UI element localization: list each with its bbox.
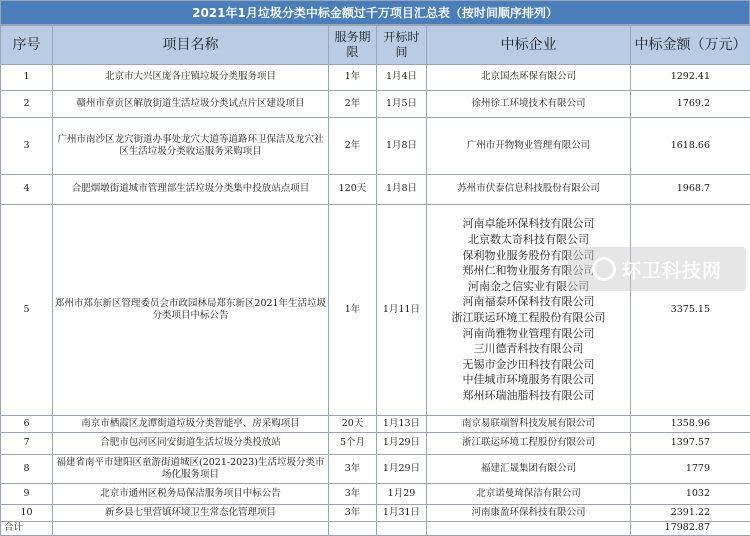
total-row	[1, 522, 750, 536]
table-row	[1, 433, 750, 455]
row-amount: 2391.22	[631, 505, 750, 522]
row-start: 1月13日	[377, 416, 427, 433]
row-amount: 1618.66	[631, 118, 750, 175]
row-amount: 1292.41	[631, 65, 750, 91]
row-company: 河南康盈环保科技有限公司	[427, 505, 631, 522]
header-index: 序号	[1, 26, 53, 65]
table-row	[1, 205, 750, 416]
row-index: 8	[1, 455, 53, 484]
total-amount: 17982.87	[631, 522, 750, 536]
table-row	[1, 65, 750, 91]
row-index: 10	[1, 505, 53, 522]
row-project: 赣州市章贡区解放街道生活垃圾分类试点片区建设项目	[53, 91, 329, 118]
watermark-logo-icon	[592, 257, 616, 281]
table-row	[1, 484, 750, 505]
row-start: 1月31日	[377, 505, 427, 522]
row-period: 3年	[329, 455, 377, 484]
header-amount: 中标金额（万元）	[631, 26, 750, 65]
row-start: 1月4日	[377, 65, 427, 91]
header-company: 中标企业	[427, 26, 631, 65]
row-project: 南京市栖霞区龙潭街道垃圾分类智能亭、房采购项目	[53, 416, 329, 433]
company-name: 保利物业服务股份有限公司	[462, 248, 595, 262]
row-index: 3	[1, 118, 53, 175]
row-company: 北京诺曼琦保洁有限公司	[427, 484, 631, 505]
company-name: 郑州环瑞油脂科技有限公司	[462, 388, 595, 402]
row-index: 6	[1, 416, 53, 433]
row-amount: 1968.7	[631, 175, 750, 205]
row-company: 南京易联端智科技发展有限公司	[427, 416, 631, 433]
row-period: 3年	[329, 505, 377, 522]
row-index: 1	[1, 65, 53, 91]
row-company: 福建汇晟集团有限公司	[427, 455, 631, 484]
company-name: 河南尚雅物业管理有限公司	[462, 326, 595, 340]
row-project: 北京市通州区税务局保洁服务项目中标公告	[53, 484, 329, 505]
row-amount: 1397.57	[631, 433, 750, 455]
header-row	[1, 26, 750, 65]
row-period: 2年	[329, 91, 377, 118]
row-index: 7	[1, 433, 53, 455]
total-label: 合计	[1, 522, 53, 536]
company-name: 三川德青科技有限公司	[473, 342, 584, 356]
row-amount: 1779	[631, 455, 750, 484]
table-row	[1, 455, 750, 484]
table-row	[1, 91, 750, 118]
row-company: 北京国杰环保有限公司	[427, 65, 631, 91]
row-index: 4	[1, 175, 53, 205]
row-start: 1月11日	[377, 205, 427, 416]
row-period: 1年	[329, 205, 377, 416]
header-period: 服务期限	[329, 26, 377, 65]
row-project: 郑州市郑东新区管理委员会市政园林局郑东新区2021年生活垃圾分类项目中标公告	[53, 205, 329, 416]
row-period: 5个月	[329, 433, 377, 455]
row-amount: 1769.2	[631, 91, 750, 118]
company-name: 河南金之信实业有限公司	[468, 279, 589, 293]
row-index: 5	[1, 205, 53, 416]
company-name: 北京数太奇科技有限公司	[468, 233, 589, 247]
table-row	[1, 175, 750, 205]
company-name: 河南卓能环保科技有限公司	[462, 217, 595, 231]
company-name: 河南福泰环保科技有限公司	[462, 295, 595, 309]
row-period: 1年	[329, 65, 377, 91]
row-company-list	[427, 205, 631, 416]
row-period: 120天	[329, 175, 377, 205]
row-start: 1月8日	[377, 175, 427, 205]
row-start: 1月29	[377, 484, 427, 505]
row-amount: 1032	[631, 484, 750, 505]
row-index: 9	[1, 484, 53, 505]
row-project: 北京市大兴区庞各庄镇垃圾分类服务项目	[53, 65, 329, 91]
company-name: 无锡市金沙田科技有限公司	[462, 357, 595, 371]
company-name: 郑州仁和物业服务有限公司	[462, 264, 595, 278]
row-period: 2年	[329, 118, 377, 175]
row-amount: 3375.15	[631, 205, 750, 416]
row-start: 1月5日	[377, 91, 427, 118]
row-company: 广州市开物物业管理有限公司	[427, 118, 631, 175]
row-company: 苏州市伏泰信息科技股份有限公司	[427, 175, 631, 205]
table-title: 2021年1月垃圾分类中标金额过千万项目汇总表（按时间顺序排列）	[0, 0, 750, 25]
watermark-text: 环卫科技网	[621, 259, 722, 282]
row-start: 1月29日	[377, 455, 427, 484]
table-row	[1, 416, 750, 433]
watermark	[568, 247, 746, 291]
row-index: 2	[1, 91, 53, 118]
company-name: 中佳城市环境服务有限公司	[462, 373, 595, 387]
row-start: 1月29日	[377, 433, 427, 455]
row-period: 3年	[329, 484, 377, 505]
row-amount: 1358.96	[631, 416, 750, 433]
table-row	[1, 118, 750, 175]
row-period: 20天	[329, 416, 377, 433]
header-project: 项目名称	[53, 26, 329, 65]
row-company: 徐州徐工环境技术有限公司	[427, 91, 631, 118]
row-project: 福建省南平市建阳区童游街道城区(2021-2023)生活垃圾分类市场化服务项目	[53, 455, 329, 484]
row-project: 合肥市包河区同安街道生活垃圾分类投放站	[53, 433, 329, 455]
company-name: 浙江联运环境工程股份有限公司	[451, 311, 606, 324]
row-start: 1月8日	[377, 118, 427, 175]
row-company: 浙江联运环境工程股份有限公司	[427, 433, 631, 455]
row-project: 新乡县七里营镇环境卫生常态化管理项目	[53, 505, 329, 522]
table-row	[1, 505, 750, 522]
header-start: 开标时间	[377, 26, 427, 65]
row-project: 合肥烟墩街道城市管理部生活垃圾分类集中投放站点项目	[53, 175, 329, 205]
row-project: 广州市南沙区龙穴街道办事处龙穴大道等道路环卫保洁及龙穴社区生活垃圾分类收运服务采购项目	[53, 118, 329, 175]
